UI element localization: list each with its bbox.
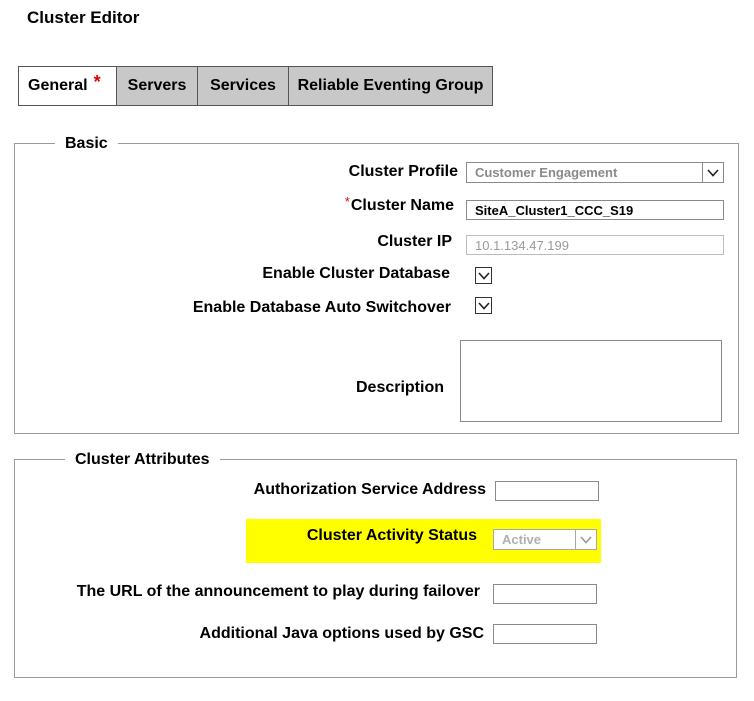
cluster-activity-status-label: Cluster Activity Status	[306, 527, 477, 544]
description-label: Description	[355, 379, 444, 396]
tab-services-label: Services	[210, 77, 276, 94]
cluster-ip-label: Cluster IP	[377, 233, 452, 250]
basic-legend: Basic	[55, 135, 118, 153]
authorization-service-address-input[interactable]	[495, 481, 599, 501]
cluster-profile-select[interactable]	[466, 162, 724, 183]
cluster-activity-status-select[interactable]	[493, 529, 597, 550]
java-options-label: Additional Java options used by GSC	[199, 625, 484, 642]
enable-cluster-database-label: Enable Cluster Database	[262, 265, 450, 282]
tab-bar	[18, 66, 493, 106]
cluster-activity-status-value: Active	[502, 532, 542, 547]
authorization-service-address-label: Authorization Service Address	[253, 481, 486, 498]
required-marker: *	[93, 71, 101, 92]
required-marker: *	[344, 194, 350, 209]
tab-servers-label: Servers	[127, 77, 187, 94]
cluster-profile-value: Customer Engagement	[475, 165, 618, 180]
java-options-input[interactable]	[493, 624, 597, 644]
description-textarea[interactable]	[460, 340, 722, 422]
tab-general[interactable]	[19, 67, 117, 105]
enable-cluster-database-checkbox[interactable]	[475, 267, 492, 284]
enable-db-auto-switchover-checkbox[interactable]	[475, 297, 492, 314]
page-title: Cluster Editor	[27, 8, 140, 27]
cluster-name-label	[344, 194, 454, 215]
tab-reliable-eventing-group-label: Reliable Eventing Group	[297, 77, 484, 94]
cluster-profile-label: Cluster Profile	[348, 163, 458, 180]
chevron-down-icon[interactable]	[575, 530, 596, 549]
failover-announcement-url-input[interactable]	[493, 584, 597, 604]
failover-announcement-url-label: The URL of the announcement to play during failover	[76, 583, 480, 600]
tab-services[interactable]	[198, 67, 289, 105]
tab-reliable-eventing-group[interactable]	[289, 67, 492, 105]
check-icon	[478, 272, 490, 280]
enable-db-auto-switchover-label: Enable Database Auto Switchover	[192, 299, 451, 316]
check-icon	[478, 302, 490, 310]
cluster-name-input[interactable]: SiteA_Cluster1_CCC_S19	[466, 200, 724, 220]
cluster-attributes-legend: Cluster Attributes	[65, 451, 220, 469]
tab-servers[interactable]	[117, 67, 198, 105]
cluster-name-label-text: Cluster Name	[350, 197, 454, 214]
cluster-ip-input[interactable]: 10.1.134.47.199	[466, 235, 724, 255]
tab-general-label: General	[28, 77, 88, 94]
chevron-down-icon[interactable]	[702, 163, 723, 182]
